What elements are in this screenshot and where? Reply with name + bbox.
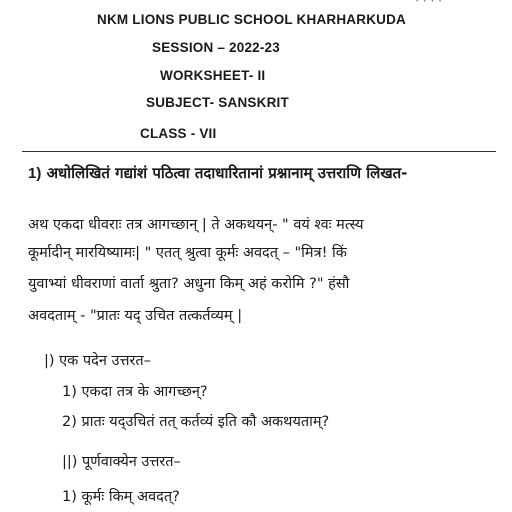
question-1 [28, 159, 488, 188]
section-2-heading: ||) पूर्णवाक्येन उत्तरत– [62, 454, 181, 470]
header-divider [22, 151, 496, 152]
section-1-question: 1) एकदा तत्र के आगच्छन्? [62, 384, 208, 400]
subject-label: SUBJECT- SANSKRIT [146, 95, 289, 110]
question-instruction: अधोलिखितं गद्यांशं पठित्वा तदाधारितानां प्रश्नानाम् उत्तराणि लिखत- [46, 164, 408, 182]
passage-line: युवाभ्यां धीवराणां वार्ता श्रुता? अधुना किम् अहं करोमि ?" हंसौ [28, 276, 350, 292]
class-label: CLASS - VII [140, 126, 217, 141]
question-number: 1) [28, 165, 42, 182]
cropped-top-text: · · · · [415, 0, 442, 8]
section-1-heading: |) एक पदेन उत्तरत– [44, 353, 151, 369]
section-2-question: 1) कूर्मः किम् अवदत्? [62, 489, 180, 505]
section-1-question: 2) प्रातः यद्उचितं तत् कर्तव्यं इति कौ अकथयताम्? [62, 414, 330, 430]
passage-line: अथ एकदा धीवराः तत्र आगच्छान् | ते अकथयन्- " वयं श्वः मत्स्य [28, 217, 364, 233]
passage-line: कूर्मादीन् मारयिष्यामः| " एतत् श्रुत्वा कूर्मः अवदत् – "मित्र! किं [28, 245, 347, 261]
passage-line: अवदताम् - "प्रातः यद् उचित तत्कर्तव्यम् | [28, 308, 243, 324]
worksheet-label: WORKSHEET- II [160, 68, 266, 83]
school-name: NKM LIONS PUBLIC SCHOOL KHARHARKUDA [97, 12, 406, 27]
session-label: SESSION – 2022-23 [152, 40, 280, 55]
